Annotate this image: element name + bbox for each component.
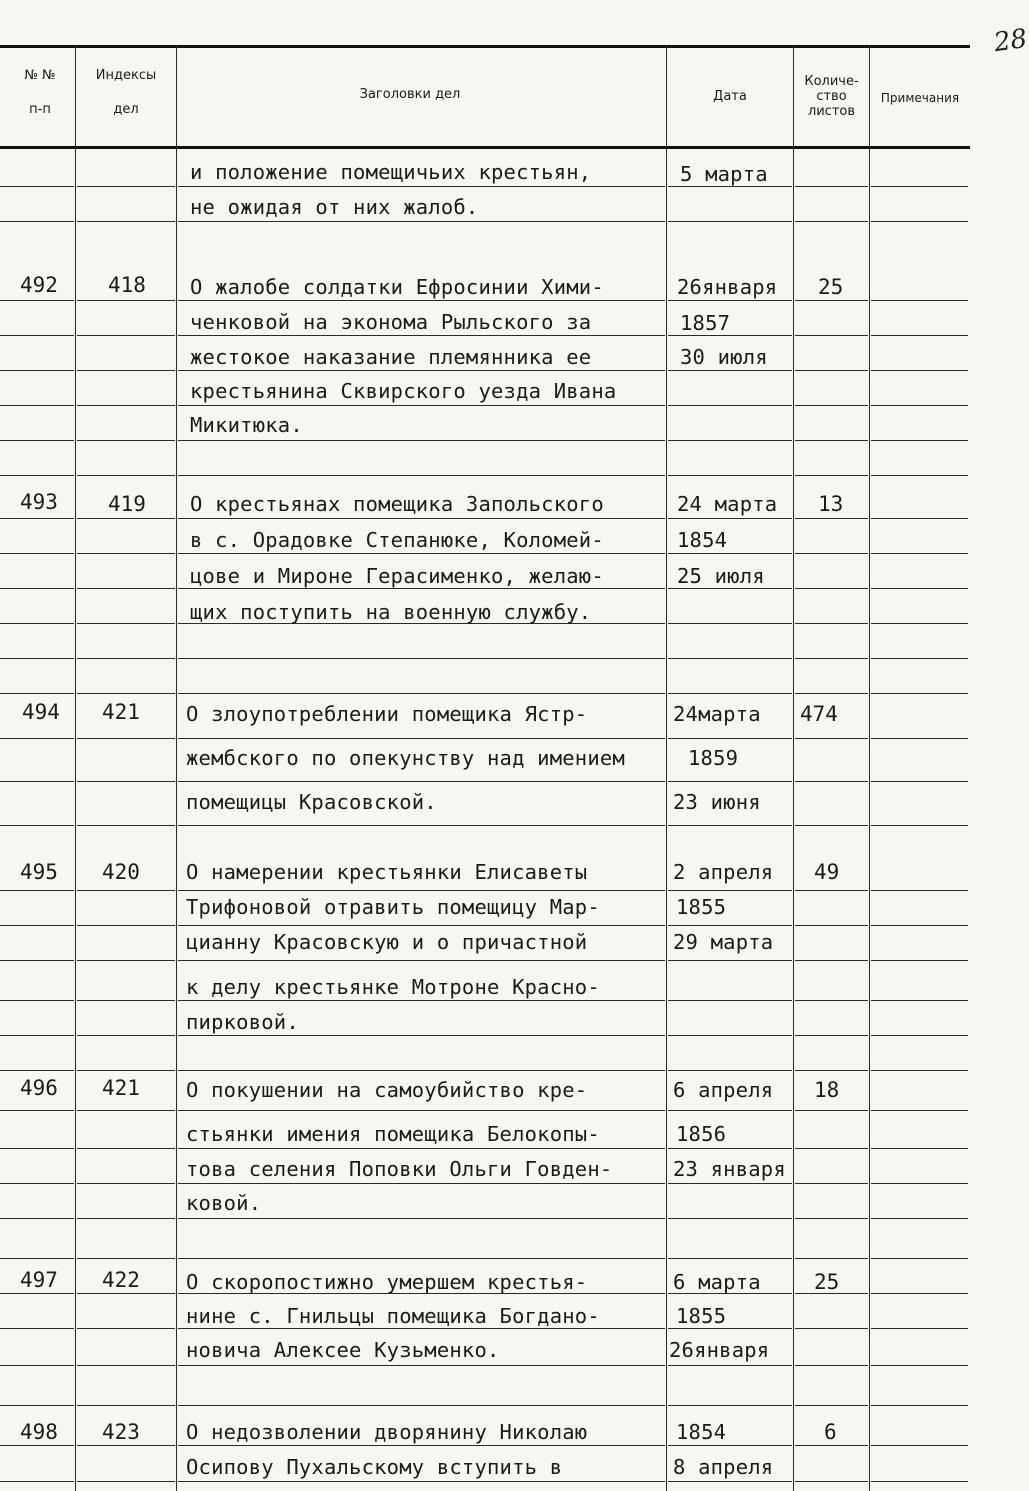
row-rule [871,300,968,301]
entry-line: к делу крестьянке Мотроне Красно- [186,975,600,999]
header-bottom-border [0,146,970,149]
row-rule [668,588,792,589]
row-rule [0,1148,74,1149]
row-rule [795,370,868,371]
row-rule [178,960,665,961]
row-rule [795,588,868,589]
row-rule [178,1218,665,1219]
row-rule [795,738,868,739]
entry-date: 2 апреля [673,860,774,884]
row-rule [77,370,175,371]
entry-line: О злоупотреблении помещика Ястр- [186,702,588,726]
column-divider [869,45,870,1491]
row-rule [178,1405,665,1406]
row-rule [795,1183,868,1184]
row-rule [871,588,968,589]
row-rule [77,1481,175,1482]
entry-line: крестьянина Сквирского уезда Ивана [190,379,617,403]
entry-line: жестокое наказание племянника ее [190,345,592,369]
row-rule [795,890,868,891]
row-rule [668,221,792,222]
entry-number: 493 [20,490,58,514]
row-rule [0,440,74,441]
row-rule [178,370,665,371]
row-rule [178,1000,665,1001]
row-rule [77,1183,175,1184]
entry-line: и положение помещичьих крестьян, [190,160,592,184]
row-rule [0,925,74,926]
column-divider [793,45,794,1491]
entry-number: 498 [20,1420,58,1444]
row-rule [795,1328,868,1329]
row-rule [0,1183,74,1184]
row-rule [795,405,868,406]
row-rule [871,1445,968,1446]
entry-index: 421 [102,1076,140,1100]
row-rule [668,738,792,739]
row-rule [178,781,665,782]
row-rule [668,405,792,406]
entry-date: 6 марта [673,1270,761,1294]
row-rule [795,658,868,659]
entry-date: 1856 [676,1122,727,1146]
row-rule [795,440,868,441]
row-rule [77,405,175,406]
row-rule [77,221,175,222]
row-rule [871,693,968,694]
row-rule [178,553,665,554]
entry-sheets: 25 [818,275,844,299]
row-rule [668,1000,792,1001]
entry-index: 419 [108,492,146,516]
row-rule [871,1110,968,1111]
entry-index: 418 [108,273,146,297]
row-rule [871,1405,968,1406]
header-num-top: № № [24,68,56,83]
row-rule [0,1070,74,1071]
row-rule [668,1035,792,1036]
row-rule [77,1258,175,1259]
row-rule [871,890,968,891]
row-rule [668,370,792,371]
row-rule [795,1070,868,1071]
row-rule [0,1000,74,1001]
row-rule [77,440,175,441]
row-rule [0,1218,74,1219]
row-rule [795,1445,868,1446]
row-rule [795,300,868,301]
row-rule [795,335,868,336]
row-rule [178,1183,665,1184]
row-rule [871,623,968,624]
entry-index: 420 [102,860,140,884]
entry-date: 1857 [680,311,731,335]
row-rule [795,925,868,926]
row-rule [0,1481,74,1482]
entry-date: 23 июня [673,790,761,814]
row-rule [795,475,868,476]
row-rule [795,1000,868,1001]
row-rule [871,1481,968,1482]
entry-line: О крестьянах помещика Запольского [190,492,604,516]
row-rule [871,553,968,554]
header-index-bottom: дел [113,102,139,117]
row-rule [178,1258,665,1259]
entry-date: 1859 [688,746,739,770]
entry-line: О покушении на самоубийство кре- [186,1078,588,1102]
column-divider [176,45,177,1491]
row-rule [795,186,868,187]
row-rule [0,693,74,694]
entry-number: 495 [20,860,58,884]
row-rule [795,781,868,782]
entry-number: 497 [20,1268,58,1292]
entry-line: ченковой на эконома Рыльского за [190,310,592,334]
row-rule [668,623,792,624]
row-rule [178,925,665,926]
row-rule [77,890,175,891]
row-rule [77,1445,175,1446]
row-rule [871,1328,968,1329]
row-rule [0,1405,74,1406]
row-rule [795,1258,868,1259]
row-rule [0,1365,74,1366]
row-rule [0,658,74,659]
entry-line: не ожидая от них жалоб. [190,195,479,219]
row-rule [871,925,968,926]
entry-date: 1855 [676,895,727,919]
entry-line: О жалобе солдатки Ефросинии Хими- [190,275,604,299]
row-rule [178,890,665,891]
row-rule [795,960,868,961]
row-rule [178,405,665,406]
entry-line: пирковой. [186,1010,299,1034]
entry-line: ковой. [186,1191,262,1215]
entry-date: 30 июля [680,345,768,369]
row-rule [178,693,665,694]
row-rule [871,440,968,441]
row-rule [871,1258,968,1259]
row-rule [77,1405,175,1406]
row-rule [668,925,792,926]
entry-date: 25 июля [677,564,765,588]
row-rule [178,335,665,336]
entry-date: 26января [677,275,778,299]
entry-number: 496 [20,1076,58,1100]
row-rule [0,300,74,301]
entry-date: 29 марта [673,930,774,954]
entry-sheets: 18 [814,1078,840,1102]
entry-line: О недозволении дворянину Николаю [186,1420,588,1444]
row-rule [871,1035,968,1036]
row-rule [871,1218,968,1219]
row-rule [0,825,74,826]
row-rule [77,781,175,782]
row-rule [178,1070,665,1071]
row-rule [871,658,968,659]
row-rule [77,960,175,961]
row-rule [668,440,792,441]
row-rule [871,960,968,961]
row-rule [178,738,665,739]
row-rule [668,658,792,659]
entry-date: 23 января [673,1157,786,1181]
entry-sheets: 49 [814,860,840,884]
row-rule [0,738,74,739]
row-rule [178,475,665,476]
row-rule [668,1110,792,1111]
row-rule [77,1000,175,1001]
row-rule [0,518,74,519]
row-rule [0,1293,74,1294]
header-date: Дата [713,89,747,104]
row-rule [668,1183,792,1184]
row-rule [795,1405,868,1406]
row-rule [795,825,868,826]
row-rule [77,518,175,519]
row-rule [77,588,175,589]
header-num-bottom: п-п [29,102,51,117]
row-rule [77,553,175,554]
row-rule [668,300,792,301]
entry-number: 492 [20,273,58,297]
row-rule [795,518,868,519]
row-rule [77,1293,175,1294]
row-rule [178,1148,665,1149]
row-rule [668,518,792,519]
row-rule [0,1445,74,1446]
header-title: Заголовки дел [359,87,461,102]
row-rule [871,1148,968,1149]
entry-sheets: 474 [800,702,838,726]
row-rule [668,1365,792,1366]
row-rule [77,693,175,694]
entry-line: Трифоновой отравить помещицу Мар- [186,895,600,919]
row-rule [795,1035,868,1036]
entry-index: 423 [102,1420,140,1444]
entry-number: 494 [22,700,60,724]
row-rule [77,1148,175,1149]
row-rule [77,1365,175,1366]
header-notes: Примечания [880,91,960,105]
entry-date: 1855 [676,1304,727,1328]
row-rule [795,693,868,694]
row-rule [178,658,665,659]
row-rule [77,1070,175,1071]
header-index-top: Индексы [95,68,157,83]
row-rule [668,186,792,187]
entry-date: 5 марта [680,162,768,186]
row-rule [668,825,792,826]
row-rule [77,825,175,826]
row-rule [178,440,665,441]
entry-line: нине с. Гнильцы помещика Богдано- [186,1304,600,1328]
row-rule [77,658,175,659]
row-rule [0,623,74,624]
row-rule [0,890,74,891]
row-rule [795,1110,868,1111]
row-rule [668,553,792,554]
row-rule [77,925,175,926]
entry-date: 1854 [676,1420,727,1444]
row-rule [178,588,665,589]
row-rule [0,960,74,961]
entry-line: помещицы Красовской. [186,790,437,814]
row-rule [77,738,175,739]
row-rule [0,370,74,371]
row-rule [795,1218,868,1219]
entry-date: 26января [669,1338,770,1362]
row-rule [178,1110,665,1111]
row-rule [77,475,175,476]
row-rule [668,335,792,336]
row-rule [871,781,968,782]
row-rule [871,1365,968,1366]
row-rule [668,693,792,694]
header-sheets: Количе- ство листов [804,74,859,119]
row-rule [77,335,175,336]
row-rule [871,738,968,739]
row-rule [0,475,74,476]
row-rule [178,1481,665,1482]
row-rule [668,1258,792,1259]
row-rule [178,825,665,826]
row-rule [0,405,74,406]
row-rule [871,370,968,371]
row-rule [668,1328,792,1329]
entry-line: цове и Мироне Герасименко, желаю- [190,564,604,588]
entry-date: 1854 [677,528,728,552]
row-rule [178,1328,665,1329]
row-rule [871,335,968,336]
row-rule [871,1000,968,1001]
entry-date: 24марта [673,702,761,726]
entry-sheets: 6 [824,1420,837,1444]
row-rule [668,1070,792,1071]
row-rule [0,186,74,187]
entry-date: 6 апреля [673,1078,774,1102]
row-rule [795,1481,868,1482]
row-rule [668,890,792,891]
row-rule [668,781,792,782]
row-rule [0,1035,74,1036]
row-rule [871,221,968,222]
row-rule [668,1148,792,1149]
column-divider [75,45,76,1491]
row-rule [668,1405,792,1406]
row-rule [668,1481,792,1482]
row-rule [178,1445,665,1446]
entry-date: 24 марта [677,492,778,516]
row-rule [871,1070,968,1071]
row-rule [178,518,665,519]
row-rule [178,1365,665,1366]
entry-line: в с. Орадовке Степанюке, Коломей- [190,528,604,552]
row-rule [871,475,968,476]
entry-index: 422 [102,1268,140,1292]
row-rule [178,186,665,187]
page-number: 28 [992,23,1029,59]
row-rule [0,1328,74,1329]
entry-line: новича Алексее Кузьменко. [186,1338,500,1362]
row-rule [0,335,74,336]
row-rule [668,960,792,961]
row-rule [0,1110,74,1111]
entry-line: Осипову Пухальскому вступить в [186,1455,563,1479]
entry-sheets: 25 [814,1270,840,1294]
row-rule [0,1258,74,1259]
entry-line: Микитюка. [190,413,303,437]
entry-index: 421 [102,700,140,724]
row-rule [668,1445,792,1446]
row-rule [871,825,968,826]
row-rule [77,1110,175,1111]
row-rule [795,1148,868,1149]
entry-sheets: 13 [818,492,844,516]
row-rule [77,1328,175,1329]
row-rule [0,553,74,554]
entry-line: цианну Красовскую и о причастной [186,930,588,954]
entry-line: това селения Поповки Ольги Говден- [186,1157,613,1181]
row-rule [871,518,968,519]
row-rule [871,186,968,187]
row-rule [871,1183,968,1184]
entry-date: 8 апреля [673,1455,774,1479]
row-rule [178,221,665,222]
row-rule [0,588,74,589]
entry-line: О намерении крестьянки Елисаветы [186,860,588,884]
row-rule [77,186,175,187]
row-rule [871,405,968,406]
row-rule [795,553,868,554]
entry-line: О скоропостижно умершем крестья- [186,1270,588,1294]
row-rule [178,1035,665,1036]
row-rule [668,475,792,476]
row-rule [668,1218,792,1219]
column-divider [666,45,667,1491]
entry-line: жембского по опекунству над имением [186,746,625,770]
row-rule [77,300,175,301]
row-rule [871,1293,968,1294]
entry-line: стьянки имения помещика Белокопы- [186,1122,600,1146]
row-rule [795,221,868,222]
row-rule [0,221,74,222]
row-rule [795,1365,868,1366]
row-rule [178,300,665,301]
entry-line: щих поступить на военную службу. [190,600,592,624]
row-rule [77,1218,175,1219]
table-top-border [0,45,970,48]
row-rule [795,623,868,624]
row-rule [0,781,74,782]
row-rule [77,623,175,624]
row-rule [77,1035,175,1036]
